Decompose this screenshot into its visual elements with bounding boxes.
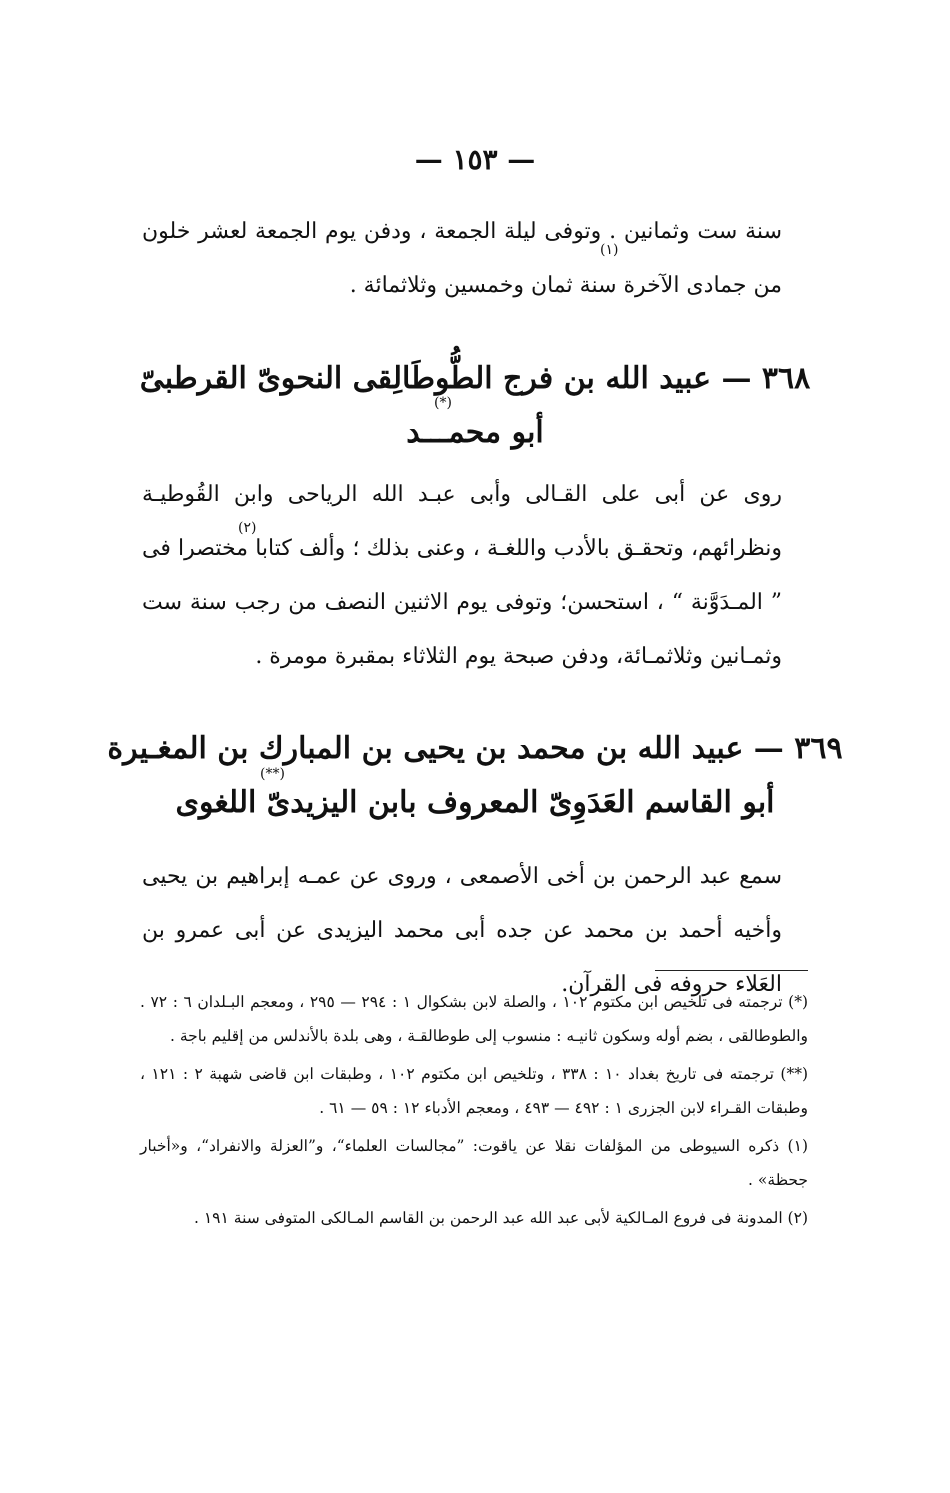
entry-368-kunya-text: أبو محمـــد	[406, 415, 544, 450]
footnote-1: (١) ذكره السيوطى من المؤلفات نقلا عن ياقوت: ”مجالسات العلماء“، و”العزلة والانفراد“، و«أخبار جحظة» .	[140, 1137, 808, 1189]
intro-paragraph	[142, 205, 782, 313]
entry-369-kunya-text: أبو القاسم العَدَوِىّ المعروف بابن اليزيدىّ اللغوى	[175, 785, 775, 820]
entry-369-body-text: سمع عبد الرحمن بن أخى الأصمعى ، وروى عن عمـه إبراهيم بن يحيى وأخيه أحمد بن محمد عن جده أبى محمد اليزيدى عن أبى عمرو بن العَلاء حروفه فى القرآن.	[142, 864, 782, 997]
entry-368-body	[142, 468, 782, 684]
entry-369-footnote-ref: (**)	[260, 766, 285, 782]
footnote-2: (٢) المدونة فى فروع المـالكية لأبى عبد الله عبد الرحمن بن القاسم المـالكى المتوفى سنة ١٩١ .	[193, 1209, 808, 1227]
entry-368-title: ٣٦٨ — عبيد الله بن فرج الطُّوطَالِقى النحوىّ القرطبىّ	[139, 361, 811, 396]
intro-text: سنة ست وثمانين . وتوفى ليلة الجمعة ، ودفن يوم الجمعة لعشر خلون من جمادى الآخرة سنة ثمان وخمسين وثلاثمائة .	[142, 219, 782, 298]
entry-368-body-footnote-ref: (٢)	[238, 520, 257, 536]
footnote-separator	[655, 970, 808, 971]
footnote-double-star: (**) ترجمته فى تاريخ بغداد ١٠ : ٣٣٨ ، وتلخيص ابن مكتوم ١٠٢ ، وطبقات ابن قاضى شهبة ٢ : ١٢١ ، وطبقات القـراء لابن الجزرى ١ : ٤٩٢ — ٤٩٣ ، ومعجم الأدباء ١٢ : ٥٩ — ٦١ .	[140, 1065, 809, 1117]
entry-368-kunya	[0, 406, 950, 460]
footnote-star: (*) ترجمته فى تلخيص ابن مكتوم ١٠٢ ، والصلة لابن بشكوال ١ : ٢٩٤ — ٢٩٥ ، ومعجم البـلدان ٦ : ٧٢ . والطوطالقى ، بضم أوله وسكون ثانيـه : منسوب إلى طوطالقـة ، وهى بلدة بالأندلس من إقليم باجة .	[140, 993, 809, 1045]
page-number: — ١٥٣ —	[414, 143, 536, 176]
entry-368-footnote-ref: (*)	[434, 395, 452, 411]
entry-369-heading	[0, 722, 950, 830]
footnotes	[140, 985, 808, 1239]
entry-368-body-text: روى عن أبى على القـالى وأبى عبـد الله الرياحى وابن القُوطيـة ونظرائهم، وتحقـق بالأدب واللغـة ، وعنى بذلك ؛ وألف كتابا مختصرا فى ” المـدَوَّنة “ ، استحسن؛ وتوفى يوم الاثنين النصف من رجب سنة ست وثمـانين وثلاثمـائة، ودفن صبحة يوم الثلاثاء بمقبرة مومرة .	[142, 482, 782, 669]
intro-footnote-ref: (١)	[600, 242, 619, 258]
entry-369-kunya	[0, 776, 950, 830]
entry-369-title: ٣٦٩ — عبيد الله بن محمد بن يحيى بن المبارك بن المغـيرة	[107, 731, 843, 766]
entry-368-heading	[0, 352, 950, 460]
